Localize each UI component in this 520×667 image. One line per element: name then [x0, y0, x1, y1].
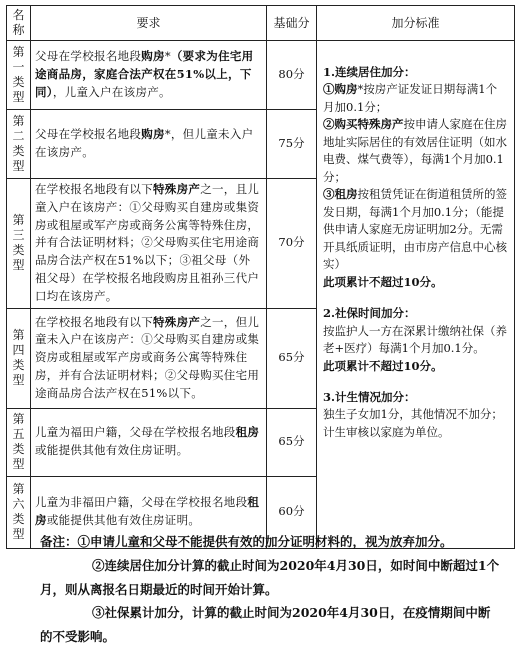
requirement-emphasis: 租房	[35, 495, 260, 528]
requirement-text: 或能提供其他有效住房证明。	[46, 513, 201, 528]
bonus-section-title: 3.计生情况加分：	[323, 389, 416, 404]
requirement-emphasis: （要求为住宅用途商品房，家庭合法产权在51%以上，下同）	[35, 49, 254, 99]
bonus-item	[323, 116, 508, 186]
category-cell: 第六类型	[7, 476, 31, 548]
notes-section	[40, 530, 500, 649]
category-cell: 第一类型	[7, 41, 31, 110]
bonus-item-body: 按监护人一方在深累计缴纳社保（养老+医疗）每满1个月加0.1分。	[323, 323, 507, 356]
requirement-cell	[31, 408, 267, 476]
requirement-emphasis: 购房	[141, 49, 165, 64]
note-item: ②连续居住加分计算的截止时间为2020年4月30日，如时间中断超过1个月，则从离报名日期最近的时间开始计算。	[40, 557, 500, 597]
requirement-cell	[31, 41, 267, 110]
requirement-cell	[31, 179, 267, 309]
requirement-text: 或能提供其他有效住房证明。	[35, 443, 189, 458]
category-cell: 第五类型	[7, 408, 31, 476]
table-header-row	[7, 6, 515, 41]
category-cell: 第三类型	[7, 179, 31, 309]
bonus-item-head: ①购房	[323, 82, 358, 97]
requirement-text: 儿童为福田户籍，父母在学校报名地段	[35, 425, 236, 440]
note-item: ③社保累计加分，计算的截止时间为2020年4月30日，在疫情期间中断的不受影响。	[40, 605, 491, 644]
header-bonus-standard: 加分标准	[317, 6, 515, 41]
requirement-text: *	[164, 49, 171, 64]
table-row	[7, 41, 515, 110]
bonus-item	[323, 186, 508, 273]
bonus-item-head: ②购买特殊房产	[323, 117, 404, 132]
requirement-cell	[31, 110, 267, 179]
base-score-cell: 75分	[267, 110, 317, 179]
bonus-item	[323, 81, 508, 116]
bonus-cap: 此项累计不超过10分。	[323, 358, 443, 373]
header-category: 名称	[7, 6, 31, 41]
bonus-item-body: 按租赁凭证在街道租赁所的签发日期，每满1个月加0.1分；（能提供申请人家庭无房证明加2分。无需开具纸质证明，由市房产信息中心核实）	[323, 187, 507, 272]
requirement-emphasis: 租房	[235, 425, 260, 440]
base-score-cell: 65分	[267, 308, 317, 408]
requirement-text: 之一，但儿童未入户在该房产：①父母购买自建房或集资房或租屋或军产房或商务公寓等特殊住房，并有合法证明材料；②父母购买住宅用途商品房合法产权在51%以下。	[35, 314, 260, 400]
category-cell: 第四类型	[7, 308, 31, 408]
bonus-standard-cell	[317, 41, 515, 549]
header-base-score: 基础分	[267, 6, 317, 41]
bonus-section-title: 1.连续居住加分：	[323, 65, 416, 79]
requirement-text: ，儿童入户在该房产。	[52, 84, 171, 99]
admission-policy-table	[6, 5, 515, 549]
requirement-text: 儿童为非福田户籍，父母在学校报名地段	[35, 495, 248, 510]
requirement-emphasis: 购房	[141, 127, 165, 142]
requirement-emphasis: 特殊房产	[153, 182, 201, 196]
bonus-item-head: ③租房	[323, 187, 358, 202]
bonus-item-body: 按申请人家庭在住房地址实际居住的有效居住证明（如水电费、煤气费等），每满1个月加0.1分；	[323, 117, 507, 184]
header-requirement: 要求	[31, 6, 267, 41]
base-score-cell: 70分	[267, 179, 317, 309]
requirement-emphasis: 特殊房产	[153, 314, 201, 329]
requirement-text: 之一，且儿童入户在该房产：①父母购买自建房或集资房或租屋或军产房或商务公寓等特殊住房，并有合法证明材料；②父母购买住宅用途商品房合法产权在51%以下；③祖父母（外祖父母）在学校报名地段购房且祖孙三代户口均在该房产。	[35, 182, 260, 303]
base-score-cell: 80分	[267, 41, 317, 110]
bonus-cap: 此项累计不超过10分。	[323, 274, 443, 289]
base-score-cell: 60分	[267, 476, 317, 548]
requirement-text: 父母在学校报名地段	[35, 127, 142, 142]
bonus-item-body: *按房产证发证日期每满1个月加0.1分；	[323, 82, 498, 114]
category-cell: 第二类型	[7, 110, 31, 179]
note-item: 备注：①申请儿童和父母不能提供有效的加分证明材料的，视为放弃加分。	[40, 534, 453, 549]
requirement-text: 在学校报名地段有以下	[35, 314, 153, 329]
bonus-item-body: 独生子女加1分，其他情况不加分；计生审核以家庭为单位。	[323, 407, 503, 439]
base-score-cell: 65分	[267, 408, 317, 476]
requirement-cell	[31, 308, 267, 408]
bonus-section-title: 2.社保时间加分：	[323, 306, 416, 321]
requirement-text: 父母在学校报名地段	[35, 49, 142, 64]
requirement-text: 在学校报名地段有以下	[35, 182, 153, 196]
requirement-text: *，但儿童未入户在该房产。	[35, 127, 254, 159]
